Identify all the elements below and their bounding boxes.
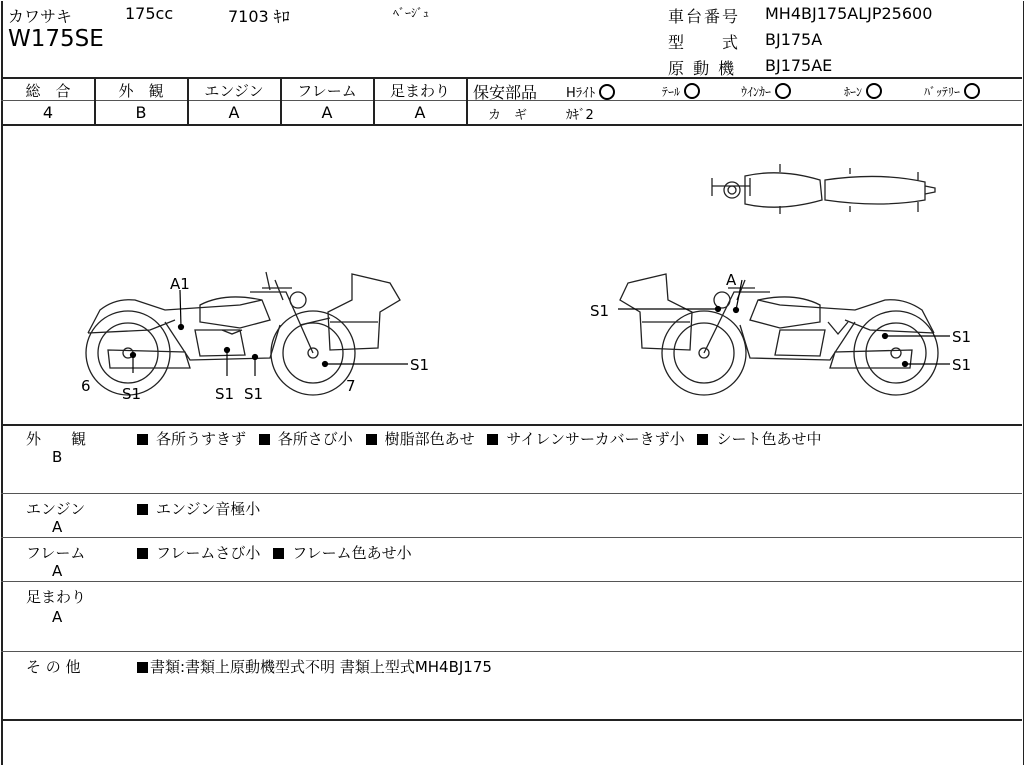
safety-item-headlight: Hﾗｲﾄ: [566, 82, 615, 101]
key-value: ｶｷﾞ2: [566, 108, 594, 123]
grade-top-line: [1, 77, 1022, 79]
notes-top-line: [1, 424, 1022, 426]
safety-title: 保安部品: [473, 83, 538, 102]
grade-label-exterior: 外 観: [118, 82, 164, 100]
grade-label-suspension: 足まわり: [389, 82, 450, 100]
note-items-frame: フレームさび小 フレーム色あせ小: [137, 542, 412, 563]
bike-top-view: [712, 164, 935, 214]
bullet-square-icon: [137, 504, 148, 515]
note-grade-exterior: B: [52, 448, 63, 466]
bullet-square-icon: [697, 434, 708, 445]
label-s1: S1: [952, 328, 972, 346]
displacement: 175cc: [125, 4, 174, 23]
ok-circle-icon: [866, 83, 882, 99]
notes-bottom-line: [1, 719, 1022, 721]
mileage: 7103 ｷﾛ: [228, 7, 290, 26]
grade-value-overall: 4: [42, 103, 54, 122]
grade-label-overall: 総 合: [25, 82, 71, 100]
bullet-square-icon: [137, 548, 148, 559]
grade-sep: [466, 77, 468, 125]
ok-circle-icon: [684, 83, 700, 99]
damage-diagram: [0, 126, 1024, 424]
grade-value-engine: A: [228, 103, 240, 122]
label-s1: S1: [410, 356, 430, 374]
note-grade-suspension: A: [52, 608, 63, 626]
grade-label-frame: フレーム: [297, 82, 357, 100]
maker: カワサキ: [8, 7, 73, 26]
note-items-engine: エンジン音極小: [137, 498, 260, 519]
safety-item-horn: ﾎｰﾝ: [844, 83, 882, 100]
note-label-suspension: 足まわり: [26, 588, 87, 606]
notes-sep: [1, 651, 1022, 652]
note-grade-engine: A: [52, 518, 63, 536]
note-label-other: そ の 他: [26, 658, 81, 676]
grade-value-exterior: B: [135, 103, 147, 122]
ok-circle-icon: [775, 83, 791, 99]
label-7: 7: [346, 377, 356, 395]
note-label-frame: フレーム: [26, 544, 86, 562]
model-name: W175SE: [8, 26, 104, 52]
bullet-square-icon: [366, 434, 377, 445]
safety-item-tail: ﾃｰﾙ: [662, 83, 700, 100]
notes-sep: [1, 493, 1022, 494]
type-value: BJ175A: [765, 30, 823, 49]
note-label-engine: エンジン: [26, 500, 86, 518]
bullet-square-icon: [137, 662, 148, 673]
notes-sep: [1, 581, 1022, 582]
note-grade-frame: A: [52, 562, 63, 580]
label-a1: A1: [170, 275, 190, 293]
label-s1: S1: [244, 385, 264, 403]
bullet-square-icon: [487, 434, 498, 445]
label-a: A: [726, 271, 737, 289]
note-items-other: 書類:書類上原動機型式不明 書類上型式MH4BJ175: [137, 656, 492, 677]
note-items-exterior: 各所うすきず 各所さび小 樹脂部色あせ サイレンサーカバーきず小 シート色あせ中: [137, 428, 821, 449]
safety-item-battery: ﾊﾞｯﾃﾘｰ: [924, 83, 980, 100]
safety-mid-line: [467, 100, 1022, 101]
leader-lines: [131, 280, 951, 376]
grade-value-suspension: A: [414, 103, 426, 122]
engine-label: 原 動 機: [668, 59, 737, 78]
frame-no: MH4BJ175ALJP25600: [765, 4, 933, 23]
bike-side-right: [620, 274, 938, 395]
label-6: 6: [81, 377, 91, 395]
note-label-exterior: 外 観: [26, 430, 87, 448]
notes-sep: [1, 537, 1022, 538]
ok-circle-icon: [599, 84, 615, 100]
ok-circle-icon: [964, 83, 980, 99]
safety-item-winker: ｳｲﾝｶｰ: [741, 83, 791, 100]
label-s1: S1: [122, 385, 142, 403]
bullet-square-icon: [259, 434, 270, 445]
grade-label-engine: エンジン: [204, 82, 264, 100]
bullet-square-icon: [273, 548, 284, 559]
body-color: ﾍﾞｰｼﾞｭ: [393, 6, 430, 20]
label-s1: S1: [215, 385, 235, 403]
key-label: カ ギ: [488, 108, 528, 123]
bullet-square-icon: [137, 434, 148, 445]
label-s1: S1: [590, 302, 610, 320]
engine-value: BJ175AE: [765, 56, 833, 75]
grade-value-frame: A: [321, 103, 333, 122]
frame-no-label: 車台番号: [668, 7, 741, 26]
label-s1: S1: [952, 356, 972, 374]
type-label: 型 式: [668, 33, 741, 52]
